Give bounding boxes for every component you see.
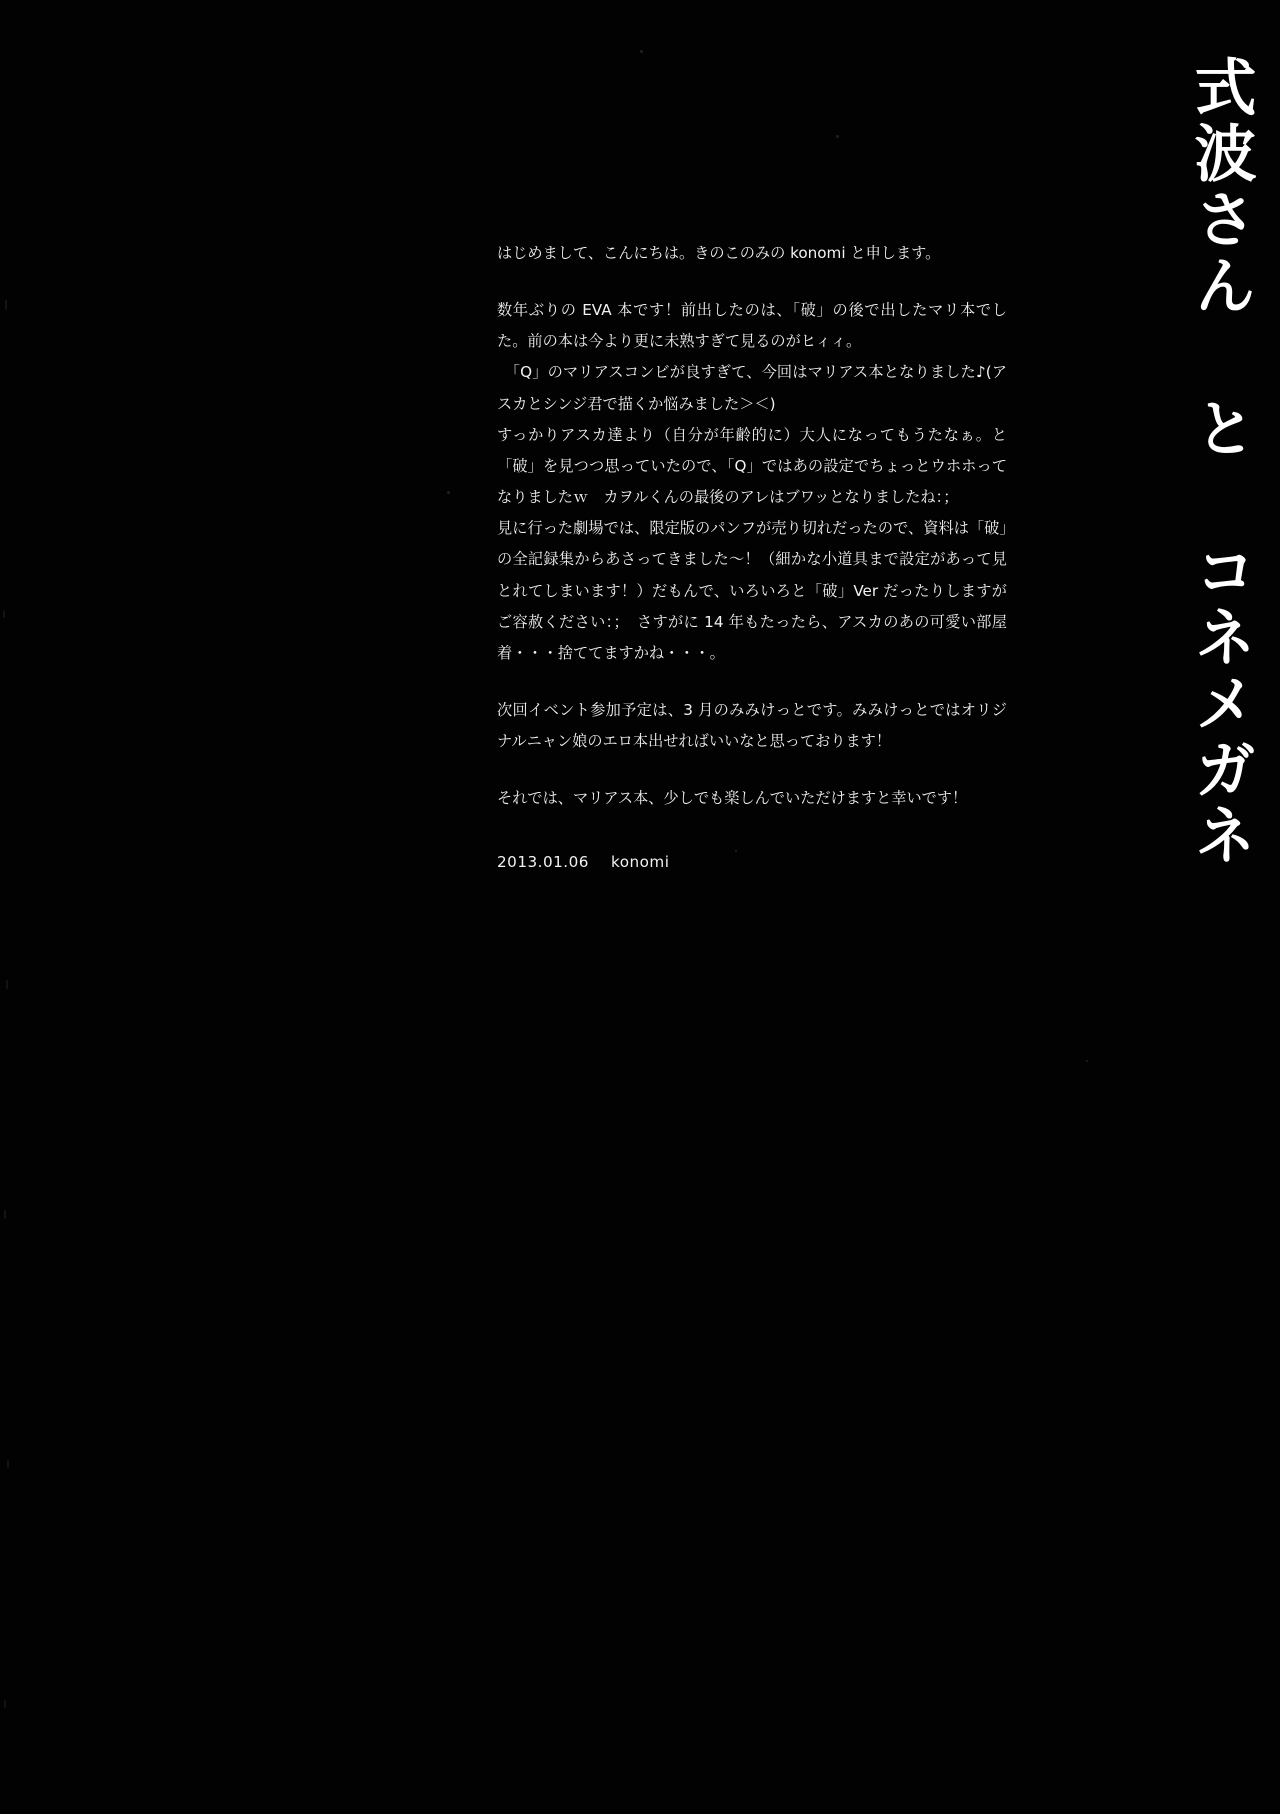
speckle — [5, 300, 7, 310]
afterword-paragraph-4: 見に行った劇場では、限定版のパンフが売り切れだったので、資料は「破」の全記録集からあさってきました〜！（細かな小道具まで設定があって見とれてしまいます！）だもんで、いろいろと「破」Ver だったりしますがご容赦ください：； さすがに 14 年もたったら、アスカのあの可愛い部屋着・・・捨ててますかね・・・。 — [497, 519, 1007, 662]
speckle — [836, 135, 839, 138]
speckle — [1086, 1060, 1088, 1062]
signature-name: konomi — [610, 852, 670, 871]
afterword-greeting: はじめまして、こんにちは。きのこのみの konomi と申します。 — [497, 244, 941, 262]
speckle — [7, 1460, 9, 1468]
vertical-book-title: 式波さん と コネメガネ — [1184, 55, 1257, 869]
speckle — [4, 1700, 6, 1708]
afterword-paragraph-1: 数年ぶりの EVA 本です！前出したのは、「破」の後で出したマリ本でした。前の本は今より更に未熟すぎて見るのがヒィィ。 — [497, 301, 1007, 351]
afterword-block — [497, 238, 1007, 878]
speckle — [3, 610, 5, 618]
speckle — [640, 50, 643, 53]
afterword-paragraph-2: 「Q」のマリアスコンビが良すぎて、今回はマリアス本となりました♪(アスカとシンジ君で描くか悩みました＞＜) — [497, 363, 1007, 413]
afterword-paragraph-5: 次回イベント参加予定は、3 月のみみけっとです。みみけっとではオリジナルニャン娘のエロ本出せればいいなと思っております！ — [497, 701, 1007, 751]
afterword-signature — [497, 847, 1007, 878]
speckle — [4, 1210, 6, 1219]
afterword-paragraph-3: すっかりアスカ達より（自分が年齢的に）大人になってもうたなぁ。と「破」を見つつ思っていたので、「Q」ではあの設定でちょっとウホホってなりましたｗ カヲルくんの最後のアレはブワッとなりましたね：； — [497, 425, 1007, 507]
afterword-paragraph-6: それでは、マリアス本、少しでも楽しんでいただけますと幸いです！ — [497, 789, 968, 808]
speckle — [447, 491, 450, 494]
speckle — [6, 980, 8, 989]
signature-date: 2013.01.06 — [497, 852, 589, 871]
